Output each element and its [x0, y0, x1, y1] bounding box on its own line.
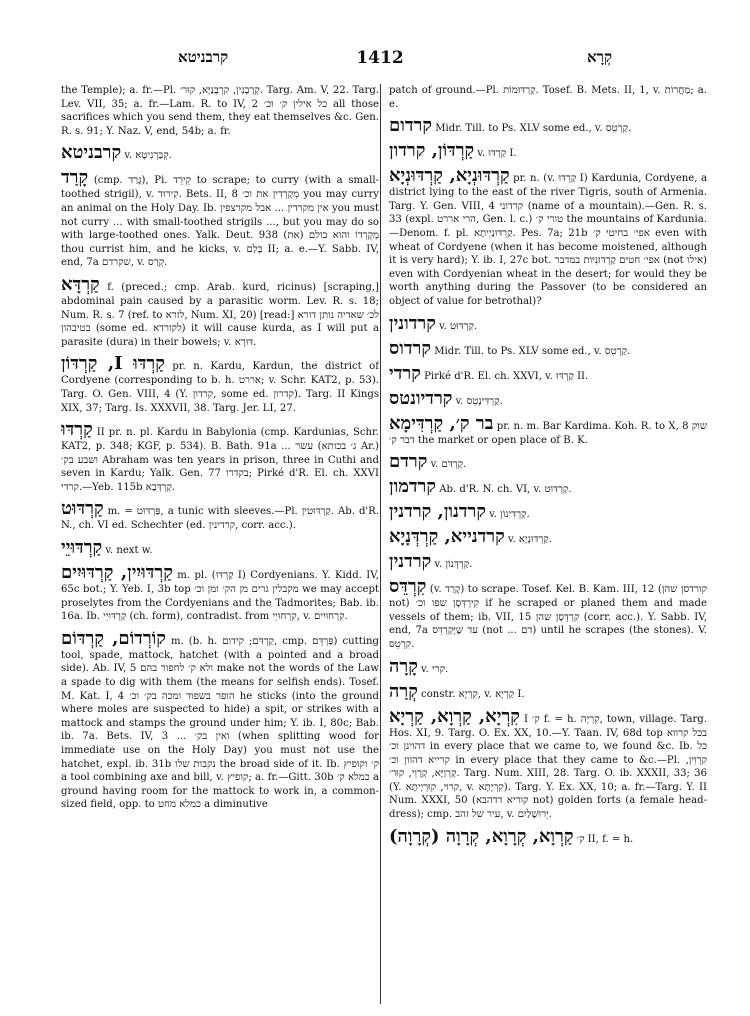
- dictionary-entry: [61, 143, 379, 163]
- entry-headword: קָרָה: [389, 655, 418, 677]
- entry-text: Midr. Till. to Ps. XLV some ed., v. קַרְטֵס.: [435, 123, 632, 135]
- entry-headword: קרדוס: [389, 337, 431, 359]
- dictionary-entry: [389, 414, 707, 448]
- entry-text: v. קַרְדִּינָטֵס.: [455, 395, 503, 407]
- dictionary-entry: [61, 629, 379, 812]
- entry-headword: קרדם: [389, 451, 428, 473]
- entry-headword: קרבניטא: [61, 142, 122, 164]
- entry-headword: קרדי: [389, 362, 421, 384]
- page-header: [60, 48, 700, 70]
- left-column: [61, 84, 379, 1009]
- dictionary-entry: [61, 354, 379, 415]
- dictionary-entry: [389, 166, 707, 308]
- page-number: 1412: [356, 48, 404, 68]
- entry-text: Ab. d'R. N. ch. VI, v. קַרְדּוּט.: [439, 484, 572, 496]
- dictionary-entry: [389, 389, 707, 409]
- entry-text: pr. n. m. Bar Kardima. Koh. R. to X, 8 שוק דבר ק׳ the market or open place of B. K.: [389, 420, 707, 446]
- entry-headword: קַרְדּוּ I, קַרְדּוֹן: [61, 353, 165, 375]
- entry-text: v. קַרְדֹּם.: [430, 459, 467, 471]
- entry-headword: קַרְוָא, קְרָוָא, קְרָוָה (קְרָוָה): [389, 825, 574, 847]
- entry-text: f. (preced.; cmp. Arab. kurd, ricinus) [scraping,] abdominal pain caused by a parasitic worm. Lev. R. s. 18; Num. R. s. 7 (ref. to לזרא, Num. XI, 20) [read:] לכ׳ שאדיה נותן דורא בטיבהון (some ed. לקורדא) it will cause kurda, as I will put a parasite (dura) in their bowels; v. דּוּרָא.: [61, 281, 379, 348]
- entry-text: v. קַרְדּוּט.: [439, 320, 478, 332]
- entry-text: v. קַרְדּוּ I.: [477, 148, 517, 160]
- entry-text: v. קְבַרְנִיטָא.: [124, 150, 172, 162]
- entry-text: ק׳ II, f. = h.: [576, 833, 634, 845]
- entry-headword: קרדנייא, קַרְדְּנָיָא: [389, 526, 505, 548]
- dictionary-entry: [61, 499, 379, 533]
- entry-headword: קרדמון: [389, 476, 436, 498]
- entry-headword: קרדיונטס: [389, 387, 453, 409]
- entry-text: I ק׳ f. = h. קִרְיָה, town, village. Targ. Hos. XI, 9. Targ. O. Ex. XX, 10.—Y. Taan. IV, 68d top בכל קרווא דהוינן וכ׳ in every place that we came to, we found &c. Ib. כל קרייא דהוון וכ׳ in every place that they came to &c.—Pl. קִרְוִין, קַרְוַיָּא, קְרָוֵי, קוּר׳. Targ. Num. XIII, 28. Targ. O. ib. XXXII, 33; 36 (Y. קרוי, קוּרְיָיתָא, v. קִרְיָתָא). Targ. Y. Ex. XX, 10; a. fr.—Targ. Y. II Num. XXXI, 50 (קוריא דדהבא not) golden forts (a female head-dress); cmp. עיר של זהב, v. יְרוּשָׁלַיִם.: [389, 713, 707, 821]
- entry-headword: קַרְדָּא: [61, 273, 100, 295]
- entry-text: v. קַרְדּוּנְיָא.: [508, 534, 552, 546]
- dictionary-entry: [389, 657, 707, 677]
- dictionary-entry: [389, 452, 707, 472]
- entry-text: (v. קָרַד) to scrape. Tosef. Kel. B. Kam. III, 12 (קורדסן שהן not) קִירְדְּסָן שפו וכ׳ if he scraped or planed them and made vessels of them; ib. VII, 15 קִרְדְּסָן שהן (corr. acc.). Y. Sabb. IV, end, 7a עד שֶׁיְּקַרְדֵּס (not ... דם) until he scrapes (the stones). V. קִרְטֵס.: [389, 584, 707, 650]
- entry-text: Pirké d'R. El. ch. XXVI, v. קַרְדּוּ II.: [424, 370, 589, 382]
- entry-text: patch of ground.—Pl. קַרְדּוּמוֹת. Tosef. B. Mets. II, 1, v. מַחֲרוֹת; a. e.: [389, 85, 707, 110]
- entry-headword: קִרְדֵּס: [389, 576, 427, 598]
- entry-headword: קַרְדּוּנְיָא, קַרְדּוּנְיָא: [389, 165, 510, 187]
- entry-text: (cmp. גָּרַד), Pi. קֵירֵד to scrape; to curry (with a small-toothed strigil), v. קִירוּד. Bets. II, 8 מְקָרְדִין את וכ׳ you may curry an animal on the Holy Day. Ib. אין מקרדין ... אבל מקרצפין you must not curry ... with small-toothed strigils ..., but you may do so with large-toothed ones. Yalk. Deut. 938 (את) מְקָרְדוֹ והוא בולם thou currist him, and he kicks, v. בָּלַם II; a. e.—Y. Sabb. IV, end, 7a שקרדם, v. קְרַס.: [61, 175, 379, 269]
- dictionary-entry: [389, 502, 707, 522]
- dictionary-entry: [61, 563, 379, 624]
- entry-headword: קרדנון, קרדנין: [389, 501, 487, 523]
- entry-text: m. = פַּרְדּוּט, a tunic with sleeves.—Pl. קַרְדּוּטִין. Ab. d'R. N., ch. VI ed. Schechter (ed. קרדינין, corr. acc.).: [61, 506, 379, 532]
- dictionary-entry: [61, 538, 379, 558]
- entry-headword: קְרַה: [389, 680, 418, 702]
- column-divider: [380, 84, 381, 1004]
- entry-text: II pr. n. pl. Kardu in Babylonia (cmp. Kardunias, Schr. KAT2, p. 348; KGF, p. 534). B. Bath. 91a ... עשר (ג׳ בכותא Ar.) ושבע בק׳ Abraham was ten years in prison, three in Cuthi and seven in Kardu; Yalk. Gen. 77 בקדרו; Pirké d'R. El. ch. XXVI קרדי.—Yeb. 115b קַרְדְּבָא.: [61, 427, 379, 493]
- entry-headword: קרדנין: [389, 551, 432, 573]
- dictionary-entry: [389, 682, 707, 702]
- entry-text: m. (b. h. קַרְדֹּם; קידום, cmp. פַּרְדֵּם) cutting tool, spade, mattock, hatchet (with a pointed and a broad side). Ab. IV, 5 ולא ק׳ לחפור בהם make not the words of the Law a spade to dig with them (the means for selfish ends). Tosef. M. Kat. I, 4 הופר בשפוד ומכה בק׳ וכ׳ he sticks (into the ground where moles are suspected to hide) a spit, or strikes with a mattock and stamps the ground under him; Y. ib. I, 80c; Bab. ib. 7a. Bets. IV, 3 ... ואין בק׳ (when splitting wood for immediate use on the Holy Day) you must not use the hatchet, expl. ib. 31b נקבות שלו the broad side of it. Ib. ק׳ וקופיץ a tool combining axe and bill, v. קופיץ; a. fr.—Gitt. 30b כמלא ק׳ a ground having room for the mattock to work in, a common-sized field, opp. to כמלא מחט a diminutive: [61, 635, 379, 811]
- dictionary-entry: [389, 364, 707, 384]
- entry-headword: קוֹרְדוֹם, קַרְדּוֹם: [61, 627, 166, 649]
- dictionary-entry: [389, 314, 707, 334]
- entry-text: the Temple); a. fr.—Pl. קְרָבָנִין, קִרְבָּנַיָּא, קוּר׳. Targ. Am. V, 22. Targ. Lev. VII, 35; a. fr.—Lam. R. to IV, 2 כל אילין ק׳ וכ׳ all those sacrifices which you send them, they eat themselves &c. Gen. R. s. 91; Y. Naz. V, end, 54b; a. fr.: [61, 85, 379, 137]
- entry-text: v. next w.: [105, 545, 153, 557]
- entry-headword: קרדום: [389, 115, 432, 137]
- dictionary-entry: [389, 141, 707, 161]
- entry-text: pr. n. (v. קַרְדּוּ I) Kardunia, Cordyene, a district lying to the east of the river Tigris, south of Armenia. Targ. Y. Gen. VIII, 4 קרדוני (name of a mountain).—Gen. R. s. 33 (expl. הרי אררט, Gen. l. c.) טורי ק׳ the mountains of Kardunia.—Denom. f. pl. קַרְדּוּנַיְיתָא. Pes. 7a; 21b אפי׳ בחיטי ק׳ even with wheat of Cordyene (when it has become moistened, although it is very hard); Y. ib. I, 27c bot. אפי׳ חטים קַרְדּוּנִיּוֹת במדבר (not אילו) even with Cordyenian wheat in the desert; for would they be worth anything during the Passover (to be considered an object of value for betrothal)?: [389, 173, 707, 307]
- entry-headword: קרדונין: [389, 312, 436, 334]
- entry-text: m. pl. (קַרְדּוּ I) Cordyenians. Y. Kidd. IV, 65c bot.; Y. Yeb. I, 3b top מקבלין גרים מן הק׳ ומן וכ׳ we may accept proselytes from the Cordyenians and the Tadmorites; Bab. ib. 16a. Ib. קַרְדּוּיֵי (ch. form), contradist. from קִרְחוּיֵי, v. קִרְחוּיִים.: [61, 570, 379, 623]
- header-right-guide-word: קְרָא: [586, 48, 612, 66]
- entry-text: v. קַרְדִּינוֹן.: [489, 509, 530, 521]
- entry-text: v. קַרְדְּנוֹן.: [434, 559, 473, 571]
- entry-headword: קַרְדּוּט: [61, 498, 104, 520]
- entry-text: constr. קִרְיָא, v. קַרְיָא I.: [421, 688, 525, 700]
- entry-headword: קַרְדּוּיֵי: [61, 537, 103, 559]
- dictionary-entry: [61, 168, 379, 270]
- entry-headword: קַרְדּוֹן, קרדון: [389, 140, 475, 162]
- entry-headword: קַרְדּוּ: [61, 419, 93, 441]
- dictionary-entry: [389, 339, 707, 359]
- entry-headword: בר ק׳, קַרְדִּימָא: [389, 412, 494, 434]
- entry-headword: קַרְדּוּיִין, קַרְדּוּיִים: [61, 562, 173, 584]
- dictionary-entry: [389, 477, 707, 497]
- dictionary-entry: [389, 527, 707, 547]
- dictionary-entry: [389, 707, 707, 822]
- dictionary-entry: [389, 84, 707, 111]
- dictionary-entry: [61, 420, 379, 494]
- dictionary-entry: [389, 827, 707, 847]
- entry-headword: קָרַד: [61, 167, 89, 189]
- entry-text: Midr. Till. to Ps. XLV some ed., v. קַרְטֵס.: [434, 345, 631, 357]
- entry-text: v. קרי.: [421, 663, 449, 675]
- entry-headword: קִרְיָא, קַרְוָא, קַרְיָא: [389, 705, 520, 727]
- right-column: [389, 84, 707, 1009]
- dictionary-entry: [61, 84, 379, 138]
- dictionary-entry: [389, 116, 707, 136]
- dictionary-entry: [61, 275, 379, 349]
- entry-text: pr. n. Kardu, Kardun, the district of Cordyene (corresponding to b. h. אררט; v. Schr. KAT2, p. 53). Targ. O. Gen. VIII, 4 (Y. קרדון, some ed. קדרון). Targ. II Kings XIX, 37; Targ. Is. XXXVII, 38. Targ. Jer. LI, 27.: [61, 361, 379, 414]
- header-left-guide-word: קרבניטא: [178, 48, 229, 66]
- dictionary-entry: [389, 577, 707, 651]
- dictionary-entry: [389, 552, 707, 572]
